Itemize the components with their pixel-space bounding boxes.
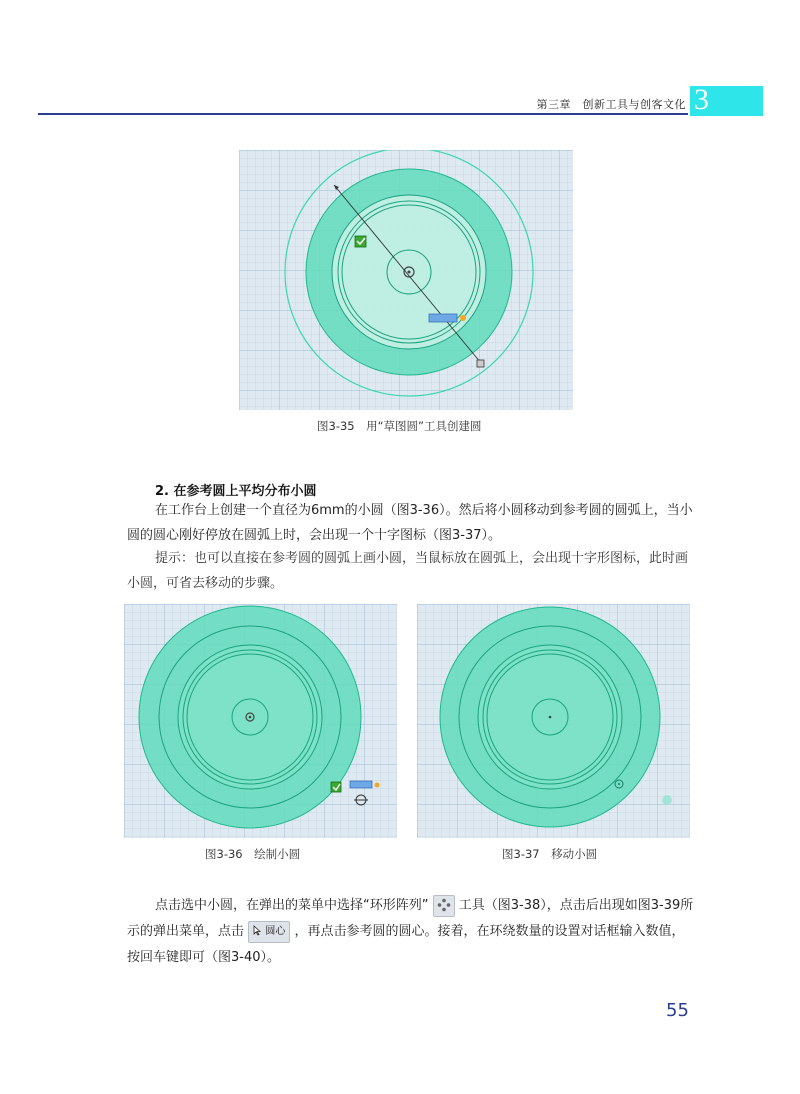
paragraph-2 xyxy=(127,893,694,971)
figure-3-35-caption: 图3-35 用“草图圆”工具创建圆 xyxy=(317,419,482,433)
figure-3-37-caption: 图3-37 移动小圆 xyxy=(502,847,598,861)
tip-note: 提示：也可以直接在参考圆的圆弧上画小圆，当鼠标放在圆弧上，会出现十字形图标，此时画小圆，可省去移动的步骤。 xyxy=(127,551,689,591)
figure-3-36-caption: 图3-36 绘制小圆 xyxy=(205,847,301,861)
section-heading: 2. 在参考圆上平均分布小圆 xyxy=(155,484,317,499)
center-point-label: 圆心 xyxy=(265,925,286,937)
figure-3-36 xyxy=(124,604,397,838)
page-number: 55 xyxy=(666,1000,689,1021)
circular-array-icon xyxy=(433,895,455,917)
cursor-arrow-icon xyxy=(253,925,262,936)
chapter-title: 第三章 创新工具与创客文化 xyxy=(536,98,686,111)
paragraph-2-part3: ，再点击参考圆的圆心。接着，在环绕数量的设置对话框输入数值，按回车键即可（图3-40）。 xyxy=(127,924,685,965)
paragraph-2-part1: 点击选中小圆，在弹出的菜单中选择“环形阵列” xyxy=(155,898,429,913)
figure-3-35 xyxy=(239,150,573,410)
header-rule xyxy=(38,113,688,115)
paragraph-1: 在工作台上创建一个直径为6mm的小圆（图3-36）。然后将小圆移动到参考圆的圆弧上，当小圆的圆心刚好停放在圆弧上时，会出现一个十字图标（图3-37）。 xyxy=(127,503,693,543)
paragraph-2-part2: 工具（图3-38），点击后出现如图3-39所示的弹出菜单，点击 xyxy=(127,898,694,939)
figure-3-37 xyxy=(417,604,690,838)
center-point-button xyxy=(248,921,290,943)
chapter-number: 3 xyxy=(694,83,709,116)
